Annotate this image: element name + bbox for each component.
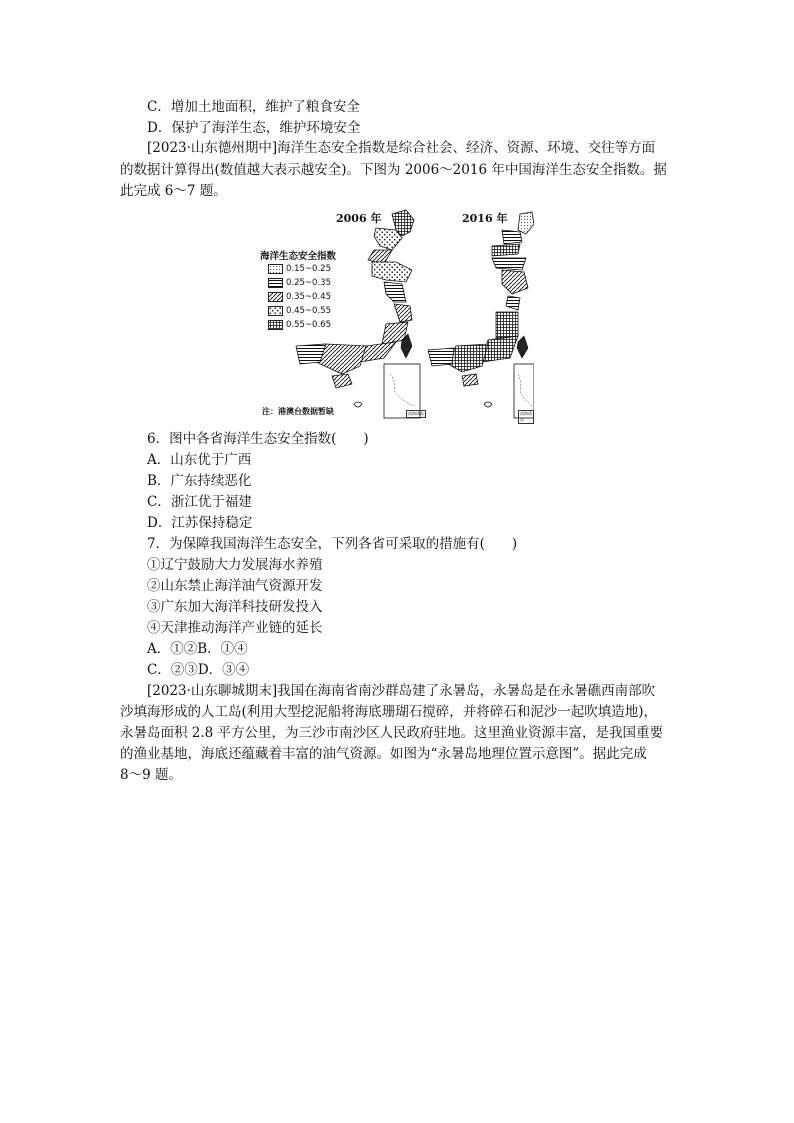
passage-2-line-3: 永暑岛面积 2.8 平方公里，为三沙市南沙区人民政府驻地。这里渔业资源丰富，是我国重要 bbox=[120, 725, 664, 741]
legend-label: 0.45~0.55 bbox=[286, 306, 331, 316]
passage-2-line-4: 的渔业基地，海底还蕴藏着丰富的油气资源。如图为“永暑岛地理位置示意图”。据此完成 bbox=[120, 746, 647, 762]
question-7-options-ab: A．①②B．①④ bbox=[147, 641, 248, 657]
passage-intro-2: 的数据计算得出(数值越大表示越安全)。下图为 2006～2016 年中国海洋生态安全指数。据 bbox=[120, 162, 667, 178]
map-figure bbox=[256, 206, 534, 422]
legend-item-3 bbox=[268, 292, 331, 302]
legend-swatch-horizontal-lines-icon bbox=[268, 278, 283, 288]
inset-label-2016: 南海诸岛 bbox=[520, 411, 532, 422]
legend-item-1 bbox=[268, 264, 331, 274]
question-6-option-c: C．浙江优于福建 bbox=[147, 494, 252, 510]
question-6-option-d: D．江苏保持稳定 bbox=[147, 515, 253, 531]
legend-swatch-diagonal-lines-icon bbox=[268, 292, 283, 302]
option-d-q5: D．保护了海洋生态，维护环境安全 bbox=[147, 120, 361, 136]
passage-intro-3: 此完成 6～7 题。 bbox=[120, 183, 227, 199]
passage-2-line-2: 沙填海形成的人工岛(利用大型挖泥船将海底珊瑚石搅碎，并将碎石和泥沙一起吹填造地)， bbox=[120, 704, 658, 720]
legend-item-5 bbox=[268, 320, 331, 330]
passage-2-line-1: [2023·山东聊城期末]我国在海南省南沙群岛建了永暑岛，永暑岛是在永暑礁西南部吹 bbox=[147, 683, 656, 699]
map-2016 bbox=[428, 212, 534, 418]
question-7-item-4: ④天津推动海洋产业链的延长 bbox=[147, 620, 323, 636]
passage-intro-1: [2023·山东德州期中]海洋生态安全指数是综合社会、经济、资源、环境、交往等方面 bbox=[147, 140, 656, 156]
legend-label: 0.25~0.35 bbox=[286, 278, 331, 288]
legend-item-4 bbox=[268, 306, 331, 316]
inset-label-2006: 南海诸岛 bbox=[408, 411, 424, 416]
legend-label: 0.35~0.45 bbox=[286, 292, 331, 302]
question-7-item-3: ③广东加大海洋科技研发投入 bbox=[147, 599, 323, 615]
question-7-stem: 7．为保障我国海洋生态安全，下列各省可采取的措施有( ) bbox=[147, 536, 518, 552]
legend-title: 海洋生态安全指数 bbox=[260, 251, 337, 262]
question-6-option-b: B．广东持续恶化 bbox=[147, 473, 252, 489]
option-c-q5: C．增加土地面积，维护了粮食安全 bbox=[147, 99, 360, 115]
legend-label: 0.55~0.65 bbox=[286, 320, 331, 330]
legend-swatch-crosshatch-icon bbox=[268, 320, 283, 330]
map-2006-title: 2006 年 bbox=[336, 212, 382, 225]
map-note: 注：港澳台数据暂缺 bbox=[262, 407, 334, 416]
question-6-stem: 6．图中各省海洋生态安全指数( ) bbox=[147, 431, 369, 447]
question-7-item-2: ②山东禁止海洋油气资源开发 bbox=[147, 578, 323, 594]
legend-swatch-dots-icon bbox=[268, 264, 283, 274]
question-6-option-a: A．山东优于广西 bbox=[147, 452, 252, 468]
passage-2-line-5: 8～9 题。 bbox=[120, 767, 182, 783]
question-7-item-1: ①辽宁鼓励大力发展海水养殖 bbox=[147, 557, 323, 573]
legend-item-2 bbox=[268, 278, 331, 288]
map-2016-title: 2016 年 bbox=[462, 212, 508, 225]
question-7-options-cd: C．②③D．③④ bbox=[147, 662, 250, 678]
legend-swatch-dot-grid-icon bbox=[268, 306, 283, 316]
legend-label: 0.15~0.25 bbox=[286, 264, 331, 274]
